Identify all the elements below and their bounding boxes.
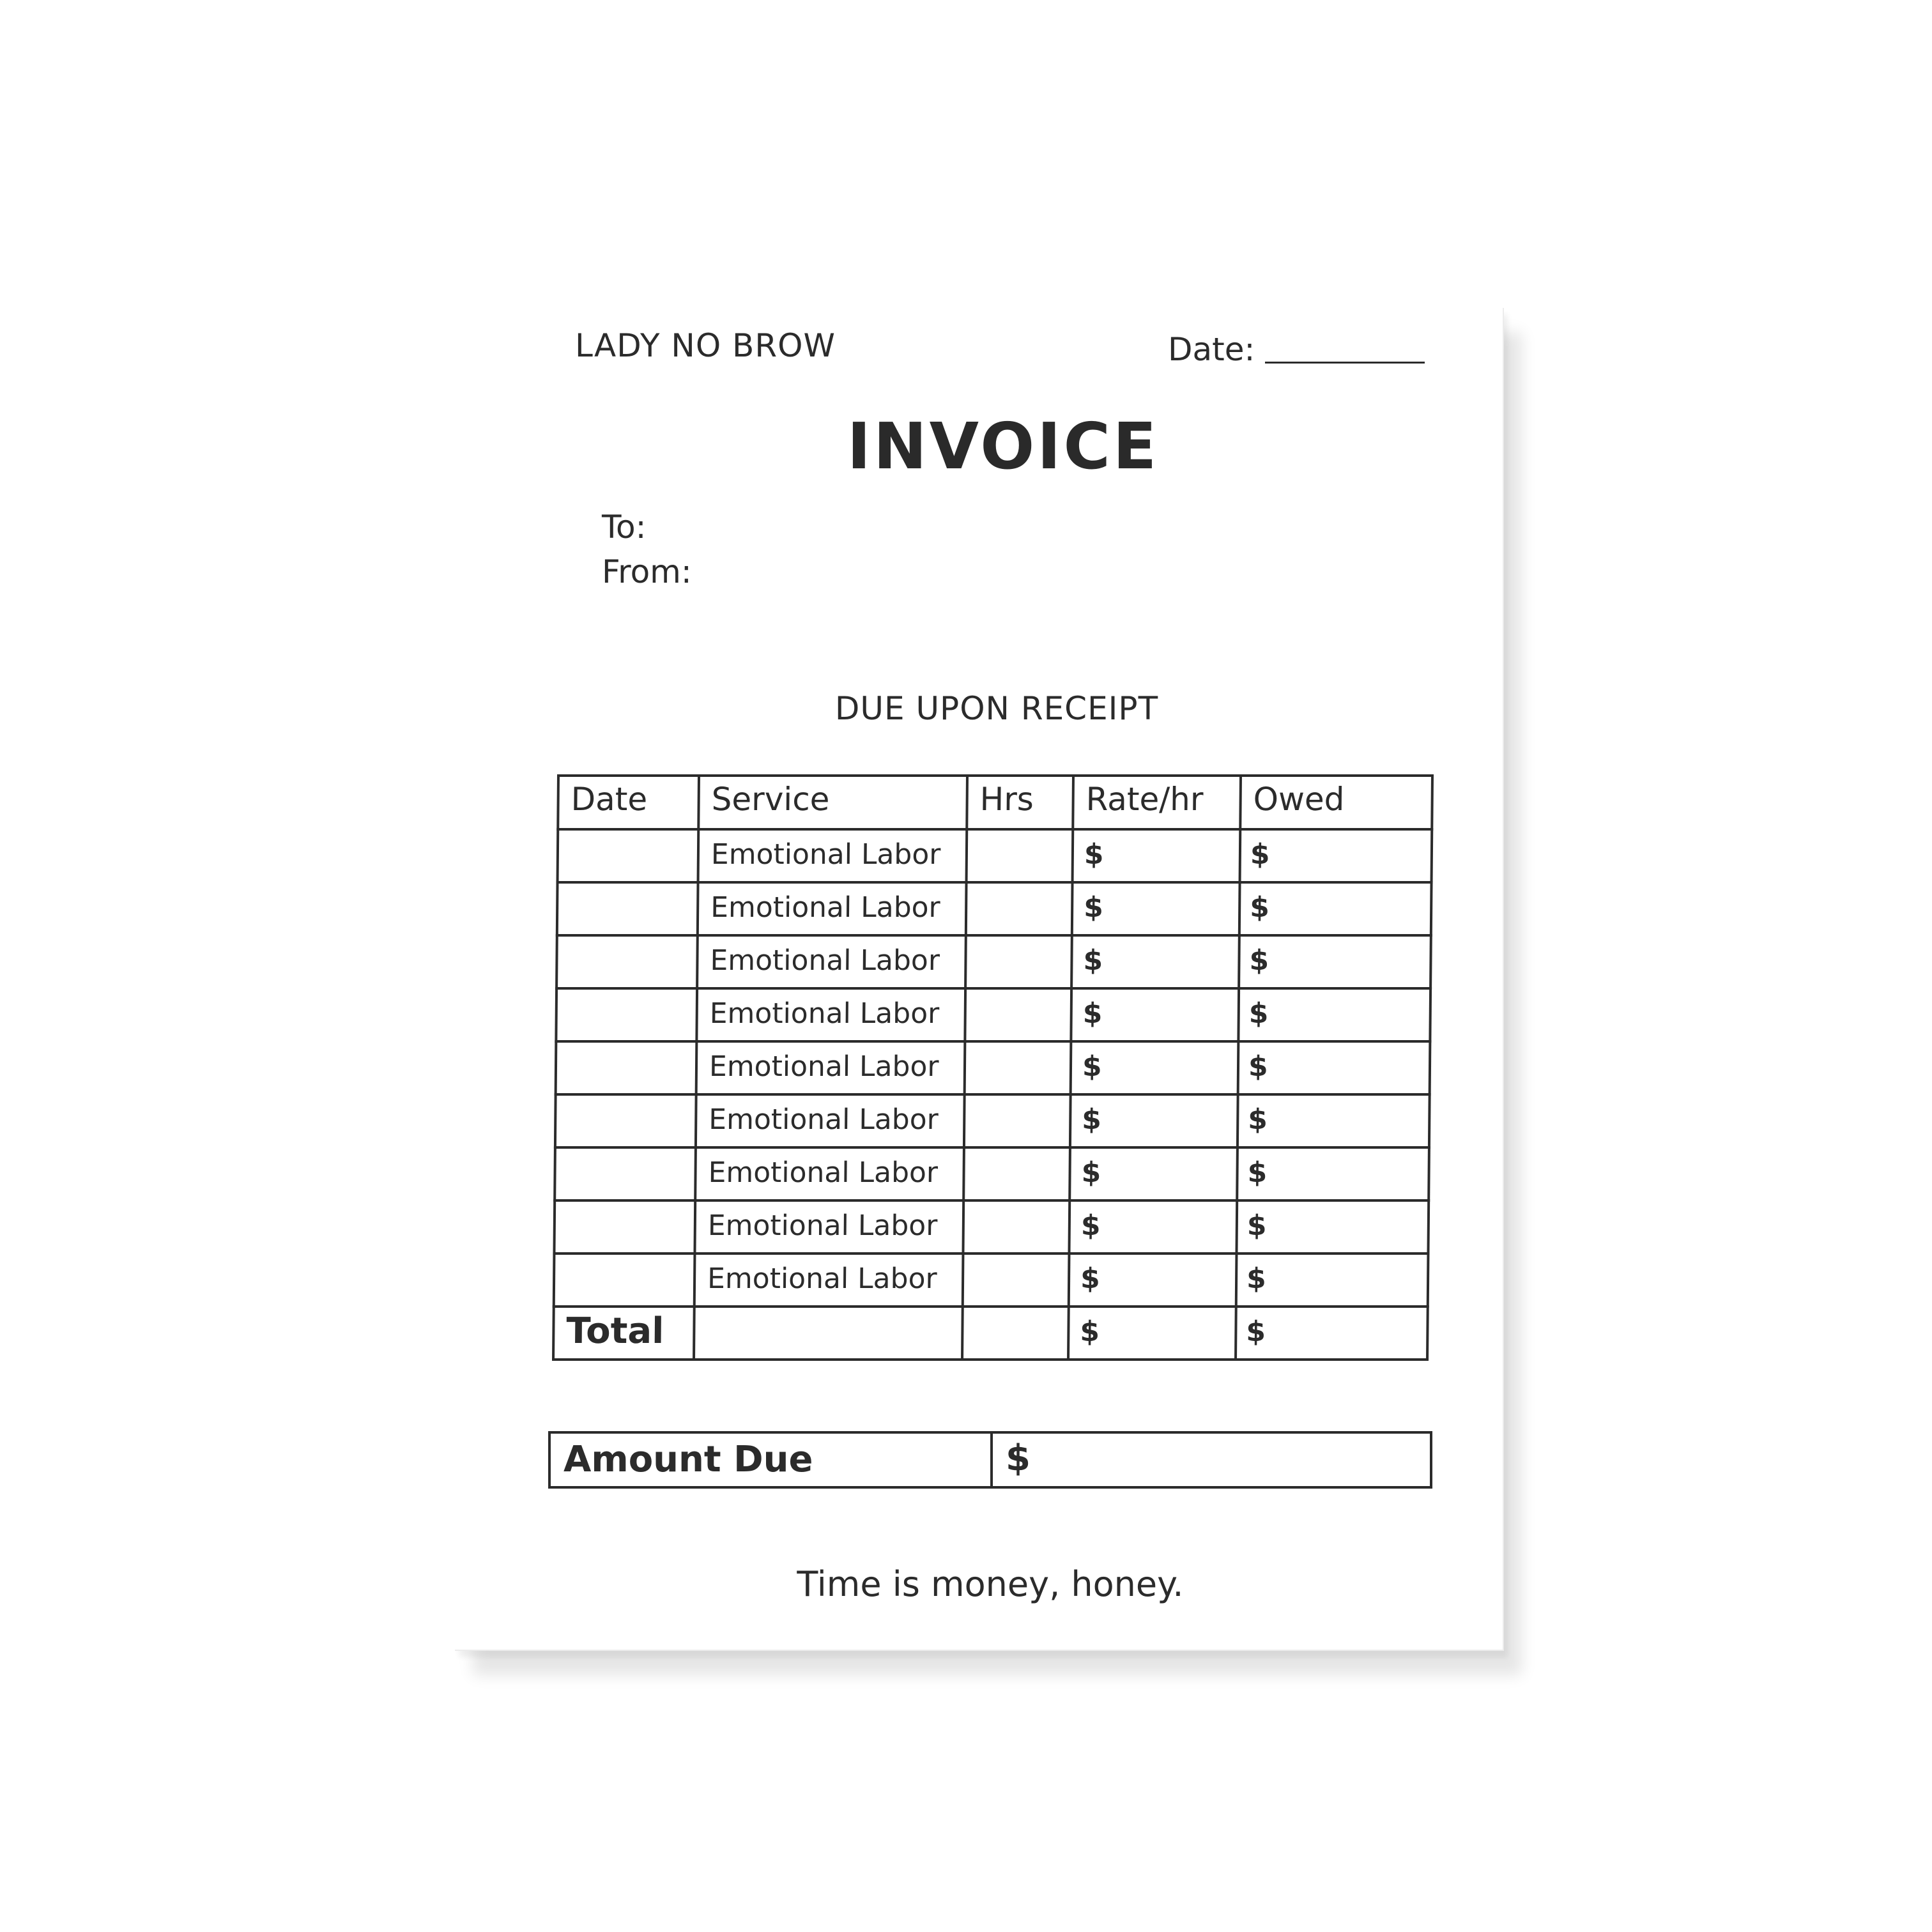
total-rate-cell: $: [1080, 1315, 1100, 1348]
service-cell: Emotional Labor: [710, 838, 941, 871]
table-column-divider: [961, 774, 969, 1361]
service-cell: Emotional Labor: [709, 1050, 939, 1083]
owed-cell: $: [1248, 997, 1269, 1030]
owed-cell: $: [1248, 1103, 1268, 1136]
table-row-divider: [555, 1093, 1431, 1096]
service-cell: Emotional Labor: [710, 891, 940, 924]
table-row-divider: [555, 1040, 1431, 1043]
amount-due-value: $: [1006, 1438, 1031, 1479]
table-column-divider: [693, 774, 700, 1361]
table-column-divider: [1067, 774, 1075, 1361]
service-cell: Emotional Labor: [708, 1156, 939, 1189]
rate-cell: $: [1082, 1103, 1102, 1136]
owed-cell: $: [1250, 838, 1270, 871]
owed-cell: $: [1248, 1050, 1268, 1083]
table-row-divider: [553, 1305, 1429, 1308]
table-row-divider: [554, 1146, 1430, 1149]
rate-cell: $: [1083, 891, 1104, 924]
table-row-divider: [556, 881, 1433, 884]
owed-cell: $: [1249, 944, 1269, 977]
tagline: Time is money, honey.: [797, 1564, 1184, 1604]
table-row-divider: [553, 1252, 1429, 1255]
table-header-divider: [556, 828, 1433, 831]
rate-cell: $: [1080, 1262, 1100, 1295]
rate-cell: $: [1082, 1050, 1102, 1083]
total-label: Total: [566, 1310, 664, 1352]
owed-cell: $: [1249, 891, 1270, 924]
table-column-divider: [1234, 774, 1242, 1361]
table-row-divider: [553, 1199, 1430, 1202]
service-cell: Emotional Labor: [709, 1103, 939, 1136]
owed-cell: $: [1246, 1209, 1267, 1242]
date-label: Date:: [1168, 331, 1255, 368]
owed-cell: $: [1247, 1156, 1268, 1189]
invoice-table: [552, 774, 1431, 1362]
amount-due-divider: [990, 1434, 993, 1486]
column-header-service: Service: [711, 781, 830, 818]
from-label: From:: [602, 553, 692, 590]
payment-terms: DUE UPON RECEIPT: [834, 690, 1159, 727]
brand-name: LADY NO BROW: [575, 327, 836, 364]
service-cell: Emotional Labor: [707, 1262, 937, 1295]
table-row-divider: [555, 987, 1432, 990]
service-cell: Emotional Labor: [709, 997, 940, 1030]
service-cell: Emotional Labor: [710, 944, 940, 977]
column-header-rate: Rate/hr: [1085, 781, 1204, 818]
rate-cell: $: [1082, 997, 1103, 1030]
column-header-date: Date: [571, 781, 648, 818]
rate-cell: $: [1081, 1156, 1101, 1189]
rate-cell: $: [1080, 1209, 1101, 1242]
rate-cell: $: [1084, 838, 1104, 871]
table-row-divider: [552, 1358, 1429, 1361]
to-label: To:: [602, 509, 647, 546]
service-cell: Emotional Labor: [707, 1209, 938, 1242]
date-blank-line: [1265, 362, 1425, 364]
table-top-border: [557, 774, 1434, 777]
table-row-divider: [556, 934, 1432, 937]
amount-due-label: Amount Due: [564, 1439, 813, 1480]
column-header-hrs: Hrs: [979, 781, 1034, 818]
column-header-owed: Owed: [1253, 781, 1345, 818]
amount-due-box: [548, 1431, 1432, 1489]
owed-cell: $: [1246, 1262, 1266, 1295]
total-owed-cell: $: [1246, 1315, 1266, 1348]
rate-cell: $: [1083, 944, 1103, 977]
invoice-title: INVOICE: [847, 409, 1160, 484]
